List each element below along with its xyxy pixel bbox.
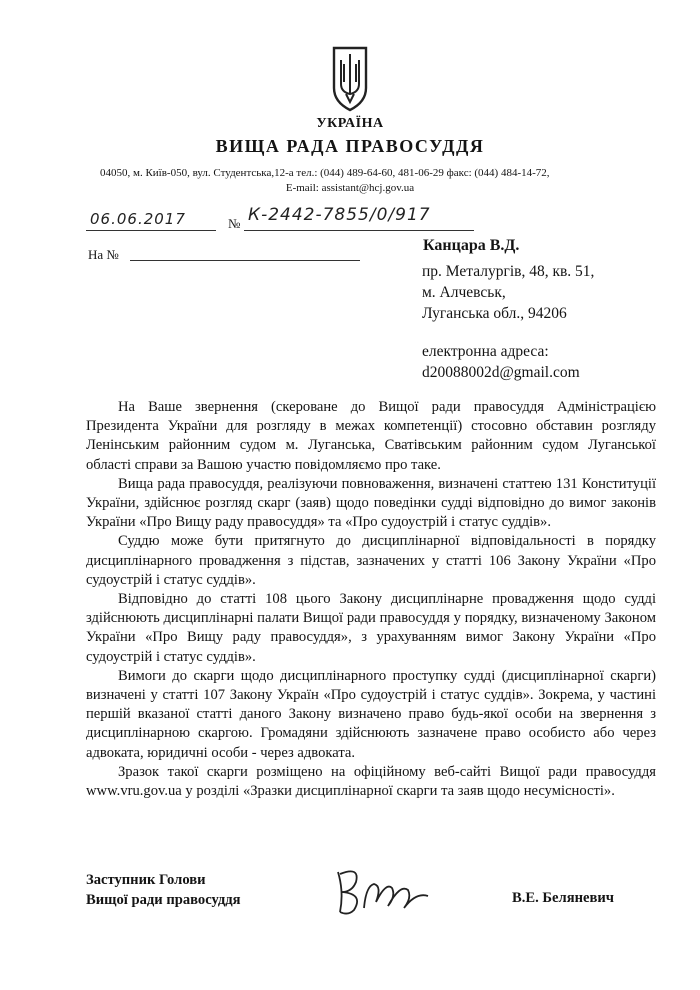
date-underline <box>86 230 216 231</box>
body-paragraph: Відповідно до статті 108 цього Закону дисциплінарне провадження щодо судді здійснюють дисциплінарні палати Вищої ради правосуддя у порядку, визначеному Законом України «Про Вищу раду правосуддя», з урахуванням вимог Закону України «Про судоустрій і статус суддів». <box>86 591 656 665</box>
country-title: УКРАЇНА <box>316 116 384 131</box>
recipient-email: d20088002d@gmail.com <box>422 364 580 381</box>
body-paragraph: Зразок такої скарги розміщено на офіційному веб-сайті Вищої ради правосуддя www.vru.gov.ua у розділі «Зразки дисциплінарної скарги та заяв щодо несумісності». <box>86 763 656 800</box>
incoming-number-underline <box>130 260 360 261</box>
number-label: № <box>228 216 241 231</box>
document-date: 06.06.2017 <box>90 210 186 228</box>
signatory-title <box>86 870 241 910</box>
body-paragraph: Вимоги до скарги щодо дисциплінарного проступку судді (дисциплінарної скарги) визначені у статті 107 Закону Україн «Про судоустрій і статус суддів». Зокрема, у частині першій вказаної статті даного Закону визначено право будь-якої особи на звернення з дисциплінарною скаргою. Громадяни здійснюють зазначене право особисто або через адвоката, юридичні особи - через адвоката. <box>86 667 656 761</box>
body-paragraph: На Ваше звернення (скероване до Вищої ради правосуддя Адміністрацією Президента України для розгляду в межах компетенції) стосовно обставин розгляду Ленінським районним судом м. Луганська, Сватівським районним судом Луганської області справи за Вашою участю повідомляємо про таке. <box>86 399 656 473</box>
signatory-title-line: Заступник Голови <box>86 872 206 888</box>
registration-number: К-2442-7855/0/917 <box>248 205 431 225</box>
handwritten-signature-icon <box>330 862 440 920</box>
letter-body <box>86 398 656 801</box>
trident-emblem-icon <box>330 44 370 112</box>
incoming-number-label: На № <box>88 247 119 262</box>
organization-title: ВИЩА РАДА ПРАВОСУДДЯ <box>215 136 485 156</box>
recipient-name: Канцара В.Д. <box>423 237 520 254</box>
organization-address: 04050, м. Київ-050, вул. Студентська,12-а тел.: (044) 489-64-60, 481-06-29 факс: (044) 484-14-72, <box>100 167 550 179</box>
recipient-address-line: м. Алчевськ, <box>422 284 506 301</box>
number-underline <box>244 230 474 231</box>
signatory-title-line: Вищої ради правосуддя <box>86 892 241 908</box>
recipient-address-line: Луганська обл., 94206 <box>422 305 567 322</box>
body-paragraph: Суддю може бути притягнуто до дисциплінарної відповідальності в порядку дисциплінарного провадження з підстав, зазначених у статті 106 Закону України «Про судоустрій і статус суддів». <box>86 533 656 588</box>
organization-email: E-mail: assistant@hcj.gov.ua <box>285 182 415 194</box>
recipient-email-label: електронна адреса: <box>422 343 549 360</box>
body-paragraph: Вища рада правосуддя, реалізуючи повноваження, визначені статтею 131 Конституції України, здійснює розгляд скарг (заяв) щодо поведінки судді відповідно до вимог законів України «Про Вищу раду правосуддя» та «Про судоустрій і статус суддів». <box>86 475 656 531</box>
recipient-address-line: пр. Металургів, 48, кв. 51, <box>422 263 595 280</box>
signer-name: В.Е. Беляневич <box>512 890 615 906</box>
